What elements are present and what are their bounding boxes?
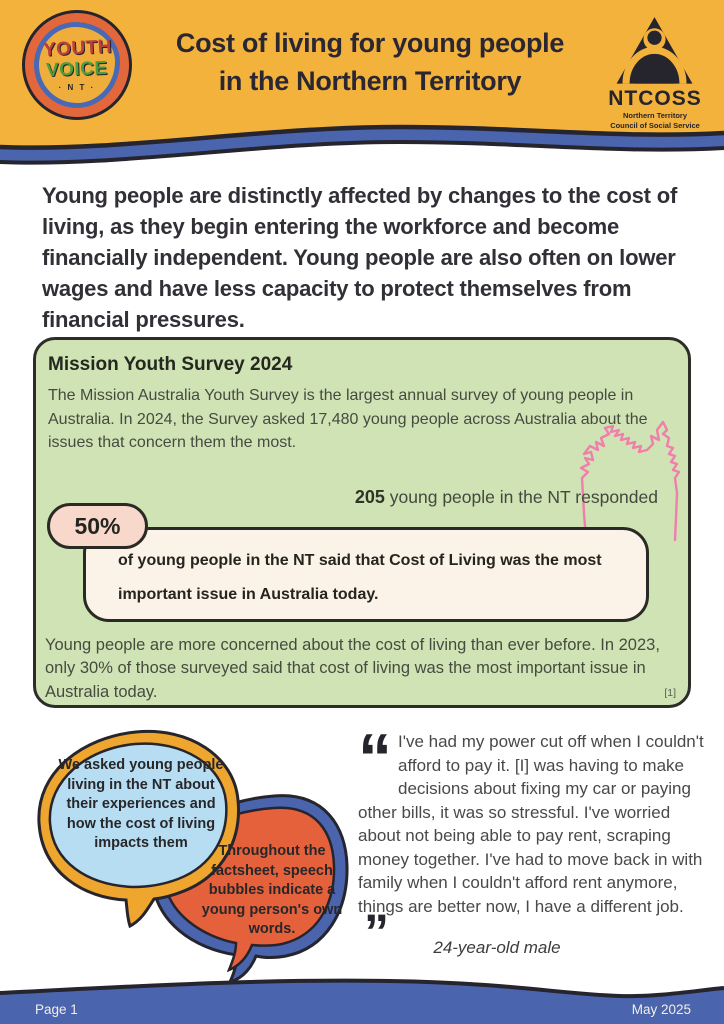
ntcoss-logo — [596, 14, 714, 131]
stat-statement-card — [83, 527, 649, 622]
blue-bubble-text: We asked young people living in the NT about their experiences and how the cost of living impacts them — [58, 757, 224, 852]
stat-statement-text: of young people in the NT said that Cost of Living was the most important issue in Australia today. — [118, 552, 602, 603]
survey-box-heading: Mission Youth Survey 2024 — [48, 354, 293, 375]
orange-bubble-text: Throughout the factsheet, speech bubbles indicate a young person's own words. — [201, 843, 343, 938]
nt-map-outline-icon — [553, 418, 688, 543]
youth-voice-logo-word-voice: VOICE — [45, 57, 109, 81]
youth-voice-logo-word-nt: · N T · — [58, 82, 96, 92]
responded-stat-text: young people in the NT responded — [384, 487, 658, 507]
open-quote-icon: “ — [358, 720, 388, 796]
quote-attribution: 24-year-old male — [433, 938, 561, 957]
youth-voice-logo-word-youth: YOUTH — [41, 35, 113, 61]
survey-box-body: The Mission Australia Youth Survey is the largest annual survey of young people in Australia. In 2024, the Survey asked 17,480 young people across Australia about the issues that concern them the most. — [48, 387, 648, 452]
survey-box-footer-text: Young people are more concerned about the cost of living than ever before. In 2023, only 30% of those surveyed said that cost of living was the most important issue in Australia today. — [45, 636, 660, 701]
footer-date: May 2025 — [631, 1002, 691, 1017]
footer-wave-banner — [0, 972, 724, 1024]
fifty-percent-badge: 50% — [47, 503, 148, 549]
speech-bubbles-group — [24, 726, 360, 988]
page-title-line2: in the Northern Territory — [218, 66, 522, 96]
youth-voice-nt-logo — [22, 10, 132, 120]
responded-stat — [355, 487, 658, 508]
ntcoss-subtitle-line1: Northern Territory — [622, 111, 688, 120]
responded-stat-number: 205 — [354, 487, 385, 507]
page-title — [145, 24, 595, 100]
page-title-line1: Cost of living for young people — [175, 28, 565, 58]
youth-voice-logo-inner — [34, 22, 120, 108]
footer-page-number: Page 1 — [35, 1002, 78, 1017]
ntcoss-subtitle-line2: Council of Social Service — [610, 120, 700, 130]
intro-paragraph: Young people are distinctly affected by changes to the cost of living, as they begin entering the workforce and become financially independent. Young people are also often on lower wages and have less capacity to protect themselves from financial pressures. — [42, 183, 678, 332]
ntcoss-person-triangle-icon — [596, 14, 714, 86]
citation-marker: [1] — [664, 687, 676, 699]
mission-survey-box — [33, 337, 691, 708]
quote-block: “ I've had my power cut off when I couldn't afford to pay it. [I] was having to make decisions about fixing my car or paying other bills, it was so stressful. I've worried about not being able to pay rent, scraping money together. I've had to move back in with family when I couldn't afford rent anymore, things are better now, I have a different job.” 24-year-old male — [358, 720, 704, 960]
ntcoss-acronym: NTCOSS — [608, 87, 702, 110]
quote-text: I've had my power cut off when I couldn't afford to pay it. [I] was having to make decisions about fixing my car or paying other bills, it was so stressful. I've worried about not being able to pay rent, scraping money together. I've had to move back in with family when I couldn't afford rent anymore, things are better now, I have a different job. — [358, 732, 704, 916]
